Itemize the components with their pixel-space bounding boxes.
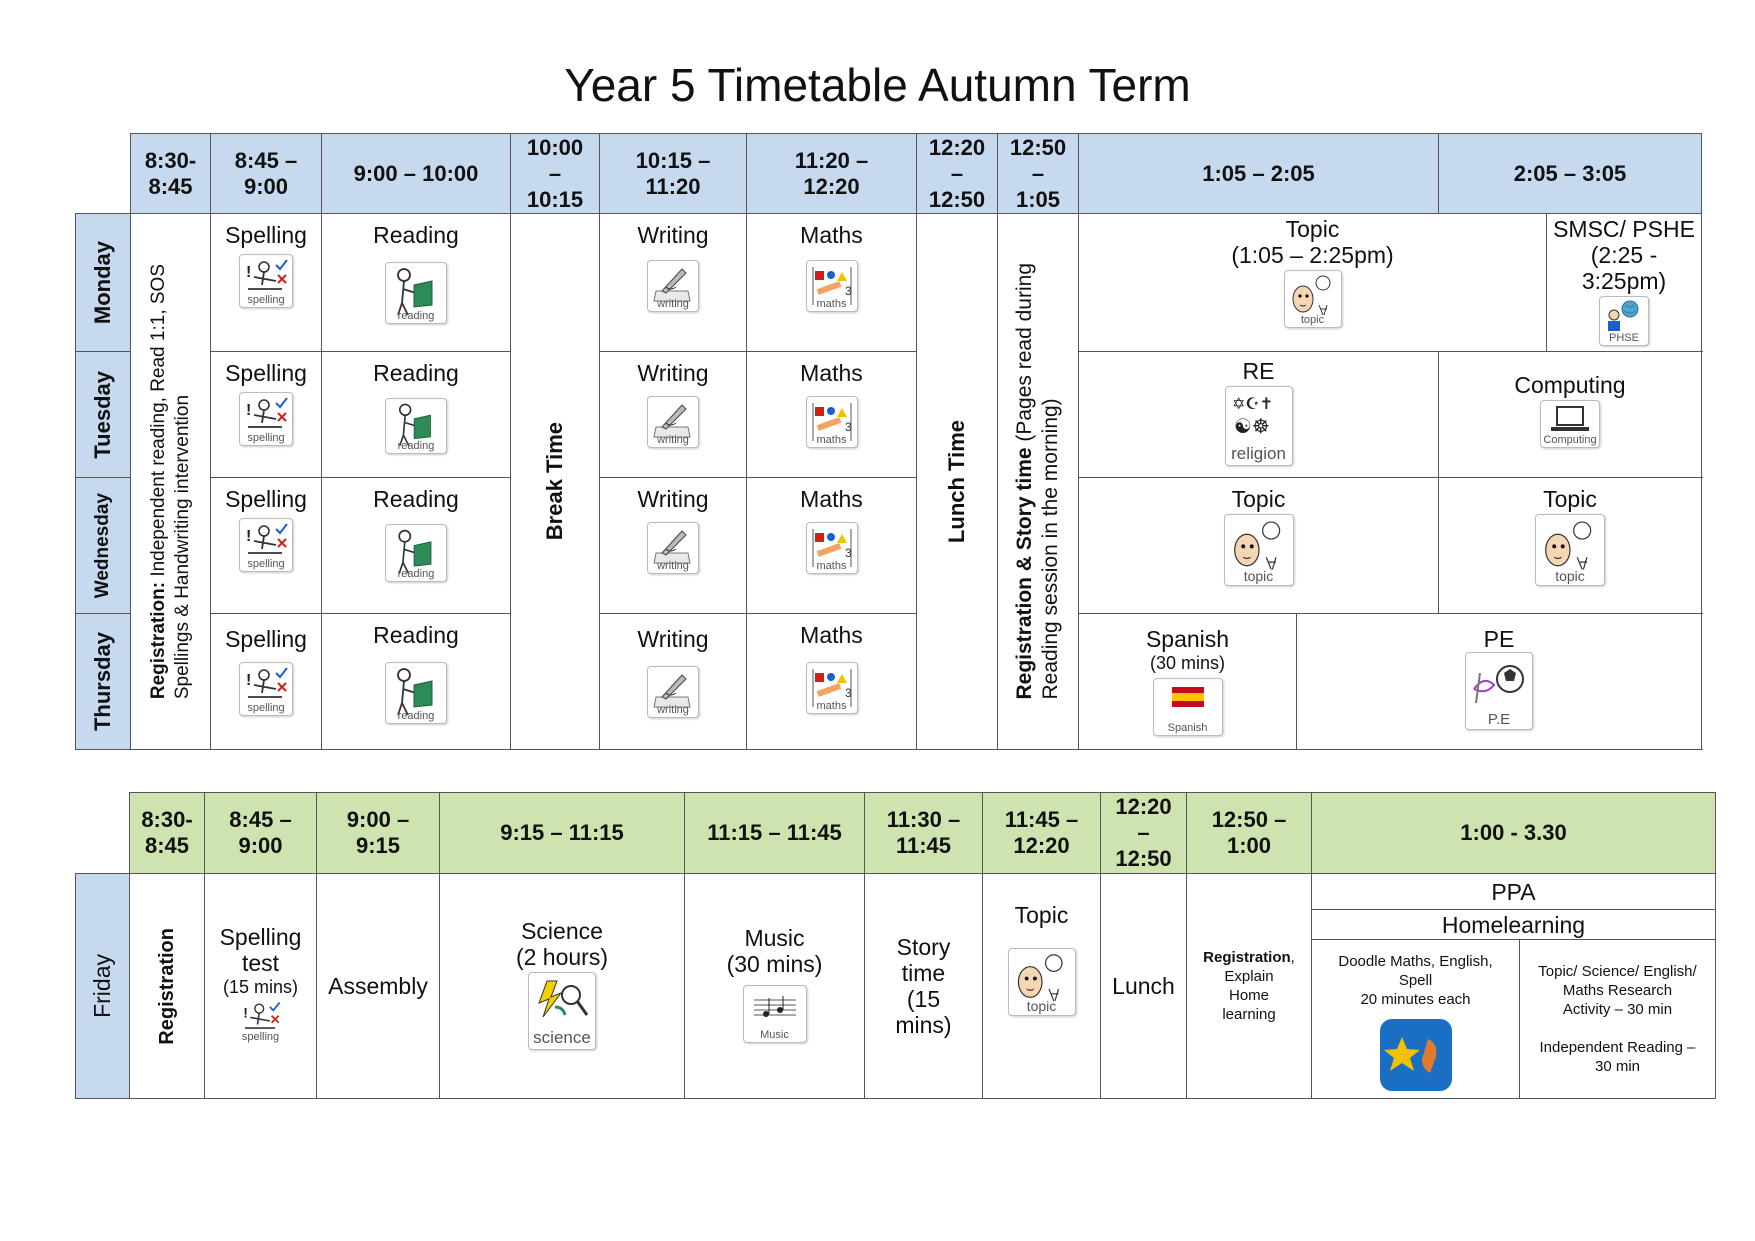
svg-text:3: 3: [844, 284, 852, 298]
religion-icon: ✡☪✝ ☯☸ religion: [1225, 386, 1293, 466]
svg-text:3: 3: [844, 686, 852, 700]
time-slot: 10:00 – 10:15: [511, 134, 600, 214]
svg-text:!: !: [242, 1003, 248, 1020]
svg-text:☯☸: ☯☸: [1233, 414, 1270, 438]
registration-cell: Registration: [130, 874, 205, 1099]
svg-text:!: !: [246, 264, 252, 281]
day-label-wednesday: Wednesday: [76, 478, 131, 614]
spelling-test-cell: Spelling test (15 mins) ! spelling: [205, 874, 317, 1099]
wednesday-topic-cell: Topic topic: [1079, 478, 1439, 614]
friday-topic-cell: Topic topic: [983, 874, 1101, 1099]
spelling-icon: ! spelling: [239, 392, 293, 446]
monday-row: [76, 214, 1702, 352]
time-header-row: [76, 134, 1702, 214]
spelling-icon: ! spelling: [235, 998, 287, 1044]
time-slot: 11:30 – 11:45: [865, 793, 983, 874]
story-time-cell: Story time (15 mins): [865, 874, 983, 1099]
science-icon: science: [528, 972, 596, 1050]
time-slot: 8:45 – 9:00: [205, 793, 317, 874]
wednesday-topic2-cell: Topic topic: [1439, 478, 1702, 614]
reading-cell: Reading reading: [322, 352, 511, 478]
doodle-app-icon: [1378, 1017, 1454, 1093]
svg-text:!: !: [246, 402, 252, 419]
day-label-thursday: Thursday: [76, 614, 131, 750]
time-slot: 12:20 – 12:50: [917, 134, 998, 214]
time-slot: 10:15 – 11:20: [600, 134, 747, 214]
writing-cell: Writing writing: [600, 478, 747, 614]
tuesday-row: [76, 352, 1702, 478]
writing-cell: Writing writing: [600, 214, 747, 352]
svg-text:✡☪✝: ✡☪✝: [1231, 394, 1273, 413]
music-icon: Music: [743, 985, 807, 1043]
time-slot: 1:05 – 2:05: [1079, 134, 1439, 214]
spelling-cell: Spelling ! spelling: [211, 214, 322, 352]
lunch-cell: Lunch: [1101, 874, 1187, 1099]
thursday-pe-cell: PE P.E: [1297, 614, 1702, 750]
assembly-cell: Assembly: [317, 874, 440, 1099]
time-slot: 11:15 – 11:45: [685, 793, 865, 874]
friday-timetable: [75, 792, 1716, 1099]
time-slot: 2:05 – 3:05: [1439, 134, 1702, 214]
phse-icon: PHSE: [1599, 296, 1649, 346]
writing-cell: Writing writing: [600, 352, 747, 478]
maths-cell: Maths 3 maths: [747, 214, 917, 352]
research-activity-cell: Topic/ Science/ English/ Maths Research Activity – 30 min Independent Reading – 30 min: [1520, 940, 1716, 1099]
music-cell: Music (30 mins) Music: [685, 874, 865, 1099]
wednesday-row: [76, 478, 1702, 614]
story-time-cell: Registration & Story time (Pages read during Reading session in the morning): [998, 214, 1079, 750]
day-label-tuesday: Tuesday: [76, 352, 131, 478]
writing-icon: writing: [647, 260, 699, 312]
monday-topic-cell: Topic (1:05 – 2:25pm) topic: [1079, 214, 1547, 352]
pe-icon: P.E: [1465, 652, 1533, 730]
corner-blank: [76, 793, 130, 874]
time-slot: 12:20 – 12:50: [1101, 793, 1187, 874]
corner-blank: [76, 134, 131, 214]
tuesday-computing-cell: Computing Computing: [1439, 352, 1702, 478]
maths-icon: 3 maths: [806, 522, 858, 574]
spelling-cell: Spelling ! spelling: [211, 352, 322, 478]
topic-icon: topic: [1008, 948, 1076, 1016]
topic-icon: topic: [1284, 270, 1342, 328]
page-title: Year 5 Timetable Autumn Term: [564, 59, 1191, 111]
maths-cell: Maths 3 maths: [747, 614, 917, 750]
ppa-cell: PPA: [1312, 874, 1716, 910]
maths-cell: Maths 3 maths: [747, 478, 917, 614]
time-slot: 8:30- 8:45: [130, 793, 205, 874]
computer-icon: Computing: [1540, 400, 1600, 448]
registration-cell: Registration: Independent reading, Read 1:1, SOS Spellings & Handwriting intervention: [131, 214, 211, 750]
time-slot: 12:50 – 1:00: [1187, 793, 1312, 874]
break-time-cell: Break Time: [511, 214, 600, 750]
writing-icon: writing: [647, 522, 699, 574]
maths-icon: 3 maths: [806, 662, 858, 714]
tuesday-re-cell: RE ✡☪✝ ☯☸ religion: [1079, 352, 1439, 478]
topic-icon: topic: [1535, 514, 1605, 586]
spanish-flag-icon: Spanish: [1153, 678, 1223, 736]
day-label-friday: Friday: [76, 874, 130, 1099]
weekday-timetable: [75, 133, 1702, 750]
topic-icon: topic: [1224, 514, 1294, 586]
time-slot: 8:45 – 9:00: [211, 134, 322, 214]
spelling-icon: ! spelling: [239, 254, 293, 308]
time-slot: 12:50 – 1:05: [998, 134, 1079, 214]
doodle-cell: Doodle Maths, English, Spell 20 minutes each: [1312, 940, 1520, 1099]
reading-icon: reading: [385, 262, 447, 324]
reading-cell: Reading reading: [322, 214, 511, 352]
svg-text:3: 3: [844, 546, 852, 560]
writing-cell: Writing writing: [600, 614, 747, 750]
maths-cell: Maths 3 maths: [747, 352, 917, 478]
time-slot: 9:15 – 11:15: [440, 793, 685, 874]
science-cell: Science (2 hours) science: [440, 874, 685, 1099]
time-slot: 9:00 – 9:15: [317, 793, 440, 874]
time-slot: 1:00 - 3.30: [1312, 793, 1716, 874]
maths-icon: 3 maths: [806, 260, 858, 312]
time-slot: 11:20 – 12:20: [747, 134, 917, 214]
reading-icon: reading: [385, 662, 447, 724]
spelling-cell: Spelling ! spelling: [211, 478, 322, 614]
thursday-spanish-cell: Spanish (30 mins) Spanish: [1079, 614, 1297, 750]
svg-text:3: 3: [844, 420, 852, 434]
reading-cell: Reading reading: [322, 478, 511, 614]
time-slot: 11:45 – 12:20: [983, 793, 1101, 874]
svg-text:!: !: [246, 528, 252, 545]
spelling-cell: Spelling ! spelling: [211, 614, 322, 750]
svg-text:!: !: [246, 672, 252, 689]
registration-explain-cell: Registration, Explain Home learning: [1187, 874, 1312, 1099]
friday-row: [76, 874, 1716, 910]
reading-icon: reading: [385, 398, 447, 454]
spelling-icon: ! spelling: [239, 518, 293, 572]
day-label-monday: Monday: [76, 214, 131, 352]
lunch-time-cell: Lunch Time: [917, 214, 998, 750]
spelling-icon: ! spelling: [239, 662, 293, 716]
homelearning-cell: Homelearning: [1312, 910, 1716, 940]
time-slot: 9:00 – 10:00: [322, 134, 511, 214]
reading-cell: Reading reading: [322, 614, 511, 750]
friday-time-header-row: [76, 793, 1716, 874]
maths-icon: 3 maths: [806, 396, 858, 448]
reading-icon: reading: [385, 524, 447, 582]
thursday-row: [76, 614, 1702, 750]
writing-icon: writing: [647, 666, 699, 718]
writing-icon: writing: [647, 396, 699, 448]
monday-smsc-cell: SMSC/ PSHE (2:25 - 3:25pm) PHSE: [1547, 214, 1702, 352]
time-slot: 8:30- 8:45: [131, 134, 211, 214]
